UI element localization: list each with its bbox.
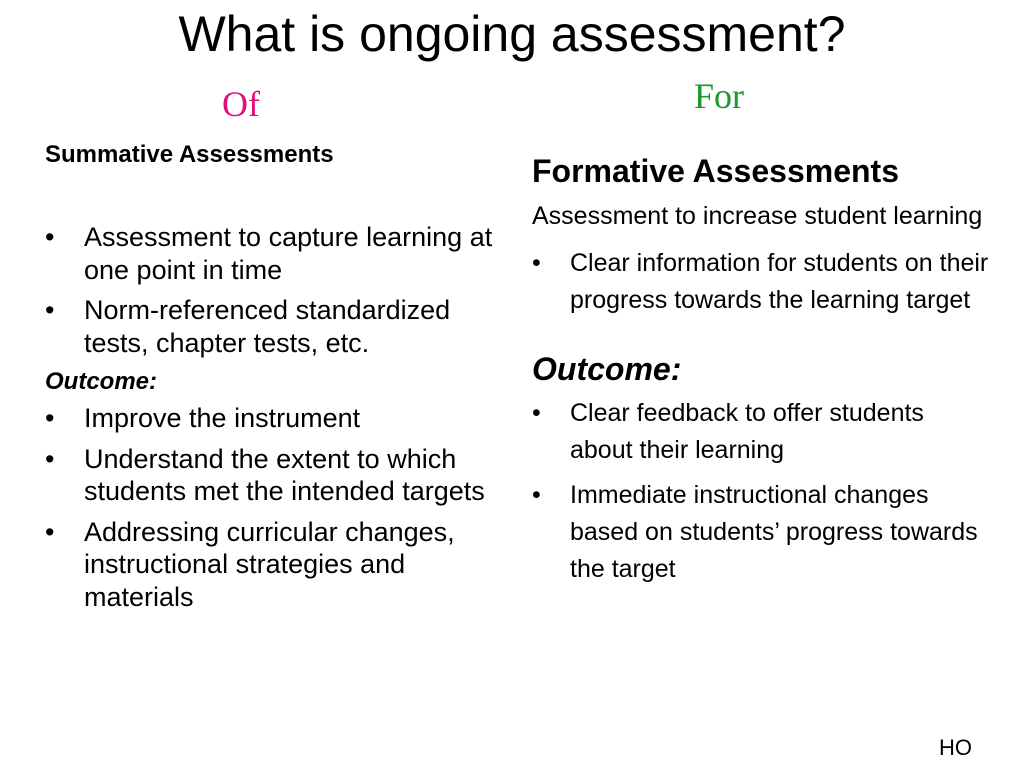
- bullet-icon: •: [532, 249, 541, 277]
- formative-heading: Formative Assessments: [532, 153, 899, 189]
- formative-outcome-bullets: [532, 395, 992, 588]
- formative-column: [532, 148, 992, 596]
- summative-heading: Summative Assessments: [45, 141, 334, 168]
- slide-title: What is ongoing assessment?: [178, 6, 846, 62]
- bullet-icon: •: [45, 403, 55, 433]
- subtitle-of: Of: [222, 84, 260, 124]
- footer-code: HO: [939, 735, 972, 760]
- list-item: • Improve the instrument: [45, 403, 361, 433]
- summative-outcome-bullets: [45, 402, 505, 613]
- bullet-icon: •: [45, 516, 55, 547]
- formative-outcome-label: Outcome:: [532, 351, 682, 387]
- bullet-icon: •: [45, 295, 55, 325]
- list-item: • Norm-referenced standardized tests, chapter tests, etc.: [45, 295, 451, 358]
- summative-column: [45, 140, 505, 621]
- summative-outcome-label: Outcome:: [45, 368, 158, 395]
- list-item: • Addressing curricular changes, instructional strategies and materials: [45, 516, 455, 612]
- bullet-icon: •: [45, 222, 55, 252]
- list-item: • Clear feedback to offer students about their learning: [532, 395, 992, 469]
- list-item: • Clear information for students on their progress towards the learning target: [532, 245, 992, 319]
- bullet-icon: •: [532, 399, 541, 427]
- subtitle-for: For: [694, 76, 745, 116]
- bullet-icon: •: [532, 481, 541, 509]
- list-item: • Immediate instructional changes based on students’ progress towards the target: [532, 477, 992, 588]
- summative-bullets: [45, 221, 505, 359]
- formative-intro: Assessment to increase student learning: [532, 202, 983, 230]
- formative-bullets: [532, 245, 992, 319]
- list-item: • Understand the extent to which students met the intended targets: [45, 443, 485, 506]
- list-item: • Assessment to capture learning at one point in time: [45, 222, 493, 285]
- bullet-icon: •: [45, 443, 55, 474]
